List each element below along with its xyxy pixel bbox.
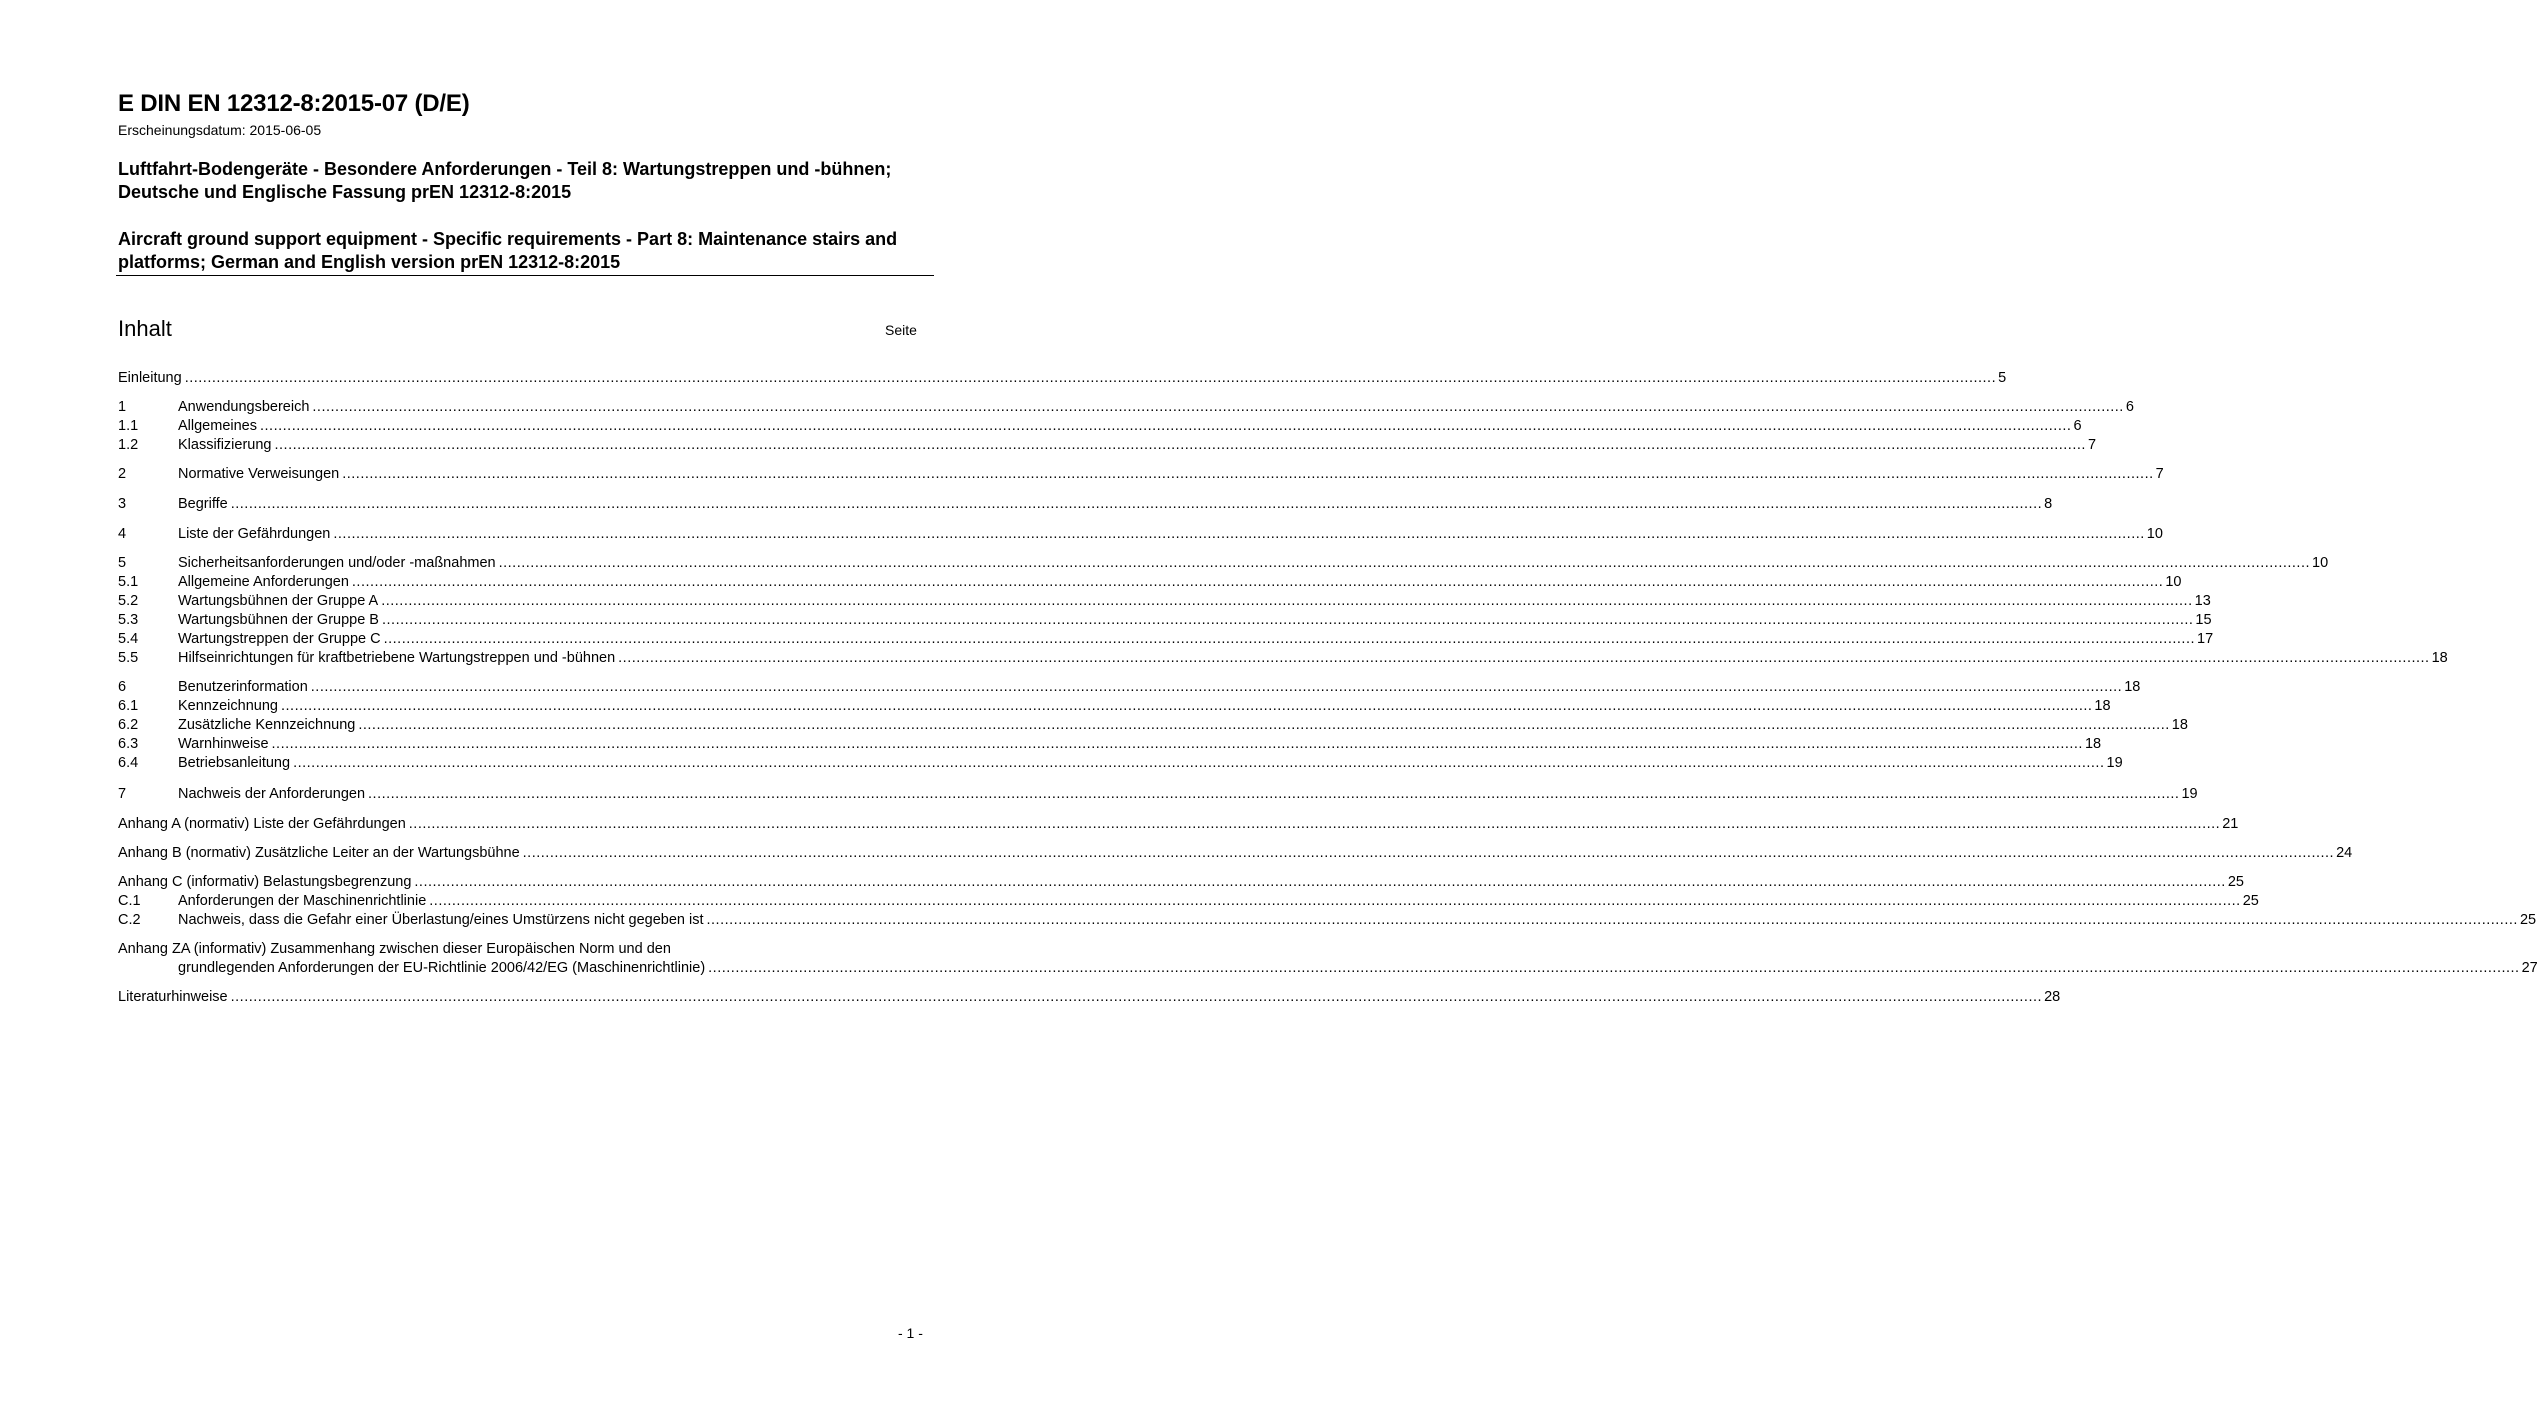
toc-entry[interactable] bbox=[118, 399, 2134, 418]
toc-entry-number: 6.3 bbox=[118, 736, 139, 752]
toc-entry-title: Zusätzliche Kennzeichnung bbox=[178, 717, 356, 733]
toc-entry-page: 28 bbox=[2044, 989, 2061, 1005]
toc-entry-page: 25 bbox=[2242, 893, 2259, 909]
toc-entry[interactable] bbox=[118, 941, 931, 960]
toc-entry-page: 5 bbox=[1998, 370, 2007, 386]
toc-entry[interactable] bbox=[118, 631, 2214, 650]
toc-entry-title: Anforderungen der Maschinenrichtlinie bbox=[178, 893, 427, 909]
title-english: Aircraft ground support equipment - Specific requirements - Part 8: Maintenance stairs and platforms; German and English version prEN 12312-8:2015 bbox=[118, 229, 898, 272]
toc-entry-page: 10 bbox=[2165, 574, 2182, 590]
toc-leader-dots: ................................................................................................................................................................................................................................................................................................................................................................................................................ bbox=[312, 399, 2124, 415]
toc-entry-number: 6.2 bbox=[118, 717, 139, 733]
toc-entry-page: 18 bbox=[2094, 698, 2111, 714]
toc-entry[interactable] bbox=[118, 755, 2123, 774]
title-german: Luftfahrt-Bodengeräte - Besondere Anforderungen - Teil 8: Wartungstreppen und -bühnen; Deutsche und Englische Fassung prEN 12312-8:2015 bbox=[118, 159, 892, 202]
toc-leader-dots: ................................................................................................................................................................................................................................................................................................................................................................................................................ bbox=[706, 912, 2518, 928]
header-divider bbox=[116, 275, 934, 276]
toc-entry[interactable] bbox=[118, 526, 2163, 545]
publication-date: Erscheinungsdatum: 2015-06-05 bbox=[118, 122, 322, 138]
toc-leader-dots: ................................................................................................................................................................................................................................................................................................................................................................................................................ bbox=[522, 845, 2335, 861]
toc-leader-dots: ................................................................................................................................................................................................................................................................................................................................................................................................................ bbox=[408, 816, 2221, 832]
toc-entry-title: Liste der Gefährdungen bbox=[178, 526, 331, 542]
toc-entry[interactable] bbox=[118, 370, 2007, 389]
toc-entry-number: 6 bbox=[118, 679, 127, 695]
toc-entry-page: 21 bbox=[2222, 816, 2239, 832]
toc-entry-page: 18 bbox=[2171, 717, 2188, 733]
toc-entry-number: 5.3 bbox=[118, 612, 139, 628]
toc-leader-dots: ................................................................................................................................................................................................................................................................................................................................................................................................................ bbox=[271, 736, 2083, 752]
toc-entry-title: Wartungsbühnen der Gruppe A bbox=[178, 593, 379, 609]
toc-entry-continuation[interactable] bbox=[178, 960, 2538, 979]
toc-entry-title: Wartungstreppen der Gruppe C bbox=[178, 631, 381, 647]
toc-entry[interactable] bbox=[118, 989, 2061, 1008]
toc-entry-page: 10 bbox=[2146, 526, 2163, 542]
toc-entry-page: 18 bbox=[2084, 736, 2102, 752]
toc-entry-number: C.1 bbox=[118, 893, 141, 909]
toc-leader-dots: ................................................................................................................................................................................................................................................................................................................................................................................................................ bbox=[383, 631, 2196, 647]
toc-entry-title: Einleitung bbox=[118, 370, 182, 386]
toc-entry[interactable] bbox=[118, 418, 2082, 437]
toc-leader-dots: ................................................................................................................................................................................................................................................................................................................................................................................................................ bbox=[230, 496, 2043, 512]
toc-entry-title-continued: grundlegenden Anforderungen der EU-Richtlinie 2006/42/EG (Maschinenrichtlinie) bbox=[178, 960, 706, 976]
toc-entry[interactable] bbox=[118, 437, 2097, 456]
toc-leader-dots: ................................................................................................................................................................................................................................................................................................................................................................................................................ bbox=[280, 698, 2093, 714]
toc-entry-number: 5.2 bbox=[118, 593, 139, 609]
toc-entry-title: Warnhinweise bbox=[178, 736, 269, 752]
toc-entry[interactable] bbox=[118, 496, 2053, 515]
toc-leader-dots: ................................................................................................................................................................................................................................................................................................................................................................................................................ bbox=[184, 370, 1997, 386]
toc-entry-number: 4 bbox=[118, 526, 127, 542]
toc-leader-dots: ................................................................................................................................................................................................................................................................................................................................................................................................................ bbox=[358, 717, 2170, 733]
toc-leader-dots: ................................................................................................................................................................................................................................................................................................................................................................................................................ bbox=[498, 555, 2311, 571]
toc-entry-page: 7 bbox=[2155, 466, 2164, 482]
toc-entry-title: Allgemeine Anforderungen bbox=[178, 574, 349, 590]
toc-entry-title: Anwendungsbereich bbox=[178, 399, 310, 415]
toc-entry-title: Anhang C (informativ) Belastungsbegrenzung bbox=[118, 874, 412, 890]
toc-entry-title: Wartungsbühnen der Gruppe B bbox=[178, 612, 379, 628]
toc-leader-dots: ................................................................................................................................................................................................................................................................................................................................................................................................................ bbox=[381, 612, 2194, 628]
toc-leader-dots: ................................................................................................................................................................................................................................................................................................................................................................................................................ bbox=[429, 893, 2241, 909]
toc-entry[interactable] bbox=[118, 786, 2198, 805]
toc-entry[interactable] bbox=[118, 466, 2164, 485]
toc-entry-page: 25 bbox=[2227, 874, 2244, 890]
toc-entry[interactable] bbox=[118, 555, 2329, 574]
toc-leader-dots: ................................................................................................................................................................................................................................................................................................................................................................................................................ bbox=[342, 466, 2154, 482]
toc-entry-page: 18 bbox=[2431, 650, 2448, 666]
toc-leader-dots: ................................................................................................................................................................................................................................................................................................................................................................................................................ bbox=[351, 574, 2164, 590]
toc-entry-title: Nachweis, dass die Gefahr einer Überlastung/eines Umstürzens nicht gegeben ist bbox=[178, 912, 704, 928]
toc-entry-number: 2 bbox=[118, 466, 127, 482]
toc-entry[interactable] bbox=[118, 893, 2259, 912]
page-column-heading: Seite bbox=[885, 322, 917, 338]
toc-leader-dots: ................................................................................................................................................................................................................................................................................................................................................................................................................ bbox=[708, 960, 2520, 976]
toc-entry-page: 18 bbox=[2124, 679, 2141, 695]
toc-entry[interactable] bbox=[118, 717, 2188, 736]
toc-leader-dots: ................................................................................................................................................................................................................................................................................................................................................................................................................ bbox=[293, 755, 2105, 771]
toc-entry-title: Anhang A (normativ) Liste der Gefährdungen bbox=[118, 816, 406, 832]
toc-entry[interactable] bbox=[118, 679, 2141, 698]
toc-entry-page: 10 bbox=[2312, 555, 2329, 571]
toc-leader-dots: ................................................................................................................................................................................................................................................................................................................................................................................................................ bbox=[368, 786, 2180, 802]
toc-entry-page: 7 bbox=[2087, 437, 2097, 453]
toc-entry-title: Nachweis der Anforderungen bbox=[178, 786, 366, 802]
toc-entry-title: Klassifizierung bbox=[178, 437, 272, 453]
document-id: E DIN EN 12312-8:2015-07 (D/E) bbox=[118, 90, 470, 117]
toc-entry-title: Betriebsanleitung bbox=[178, 755, 291, 771]
toc-entry-title: Hilfseinrichtungen für kraftbetriebene Wartungstreppen und -bühnen bbox=[178, 650, 616, 666]
toc-entry[interactable] bbox=[118, 912, 2537, 931]
toc-entry-number: 1.2 bbox=[118, 437, 139, 453]
toc-entry[interactable] bbox=[118, 845, 2353, 864]
toc-entry-title: Anhang ZA (informativ) Zusammenhang zwischen dieser Europäischen Norm und den bbox=[118, 941, 671, 957]
toc-entry-title: Begriffe bbox=[178, 496, 228, 512]
toc-entry-number: 6.4 bbox=[118, 755, 139, 771]
toc-entry[interactable] bbox=[118, 698, 2111, 717]
toc-entry-number: 1 bbox=[118, 399, 127, 415]
toc-leader-dots: ................................................................................................................................................................................................................................................................................................................................................................................................................ bbox=[274, 437, 2086, 453]
toc-leader-dots: ................................................................................................................................................................................................................................................................................................................................................................................................................ bbox=[381, 593, 2193, 609]
toc-entry-number: 1.1 bbox=[118, 418, 139, 434]
toc-leader-dots: ................................................................................................................................................................................................................................................................................................................................................................................................................ bbox=[618, 650, 2430, 666]
toc-entry-page: 17 bbox=[2197, 631, 2214, 647]
toc-entry-number: 5.5 bbox=[118, 650, 139, 666]
toc-entry-number: 3 bbox=[118, 496, 127, 512]
toc-entry-page: 8 bbox=[2044, 496, 2053, 512]
toc-entry-page: 27 bbox=[2521, 960, 2538, 976]
toc-entry-page: 15 bbox=[2195, 612, 2212, 628]
toc-entry-title: Normative Verweisungen bbox=[178, 466, 340, 482]
toc-entry[interactable] bbox=[118, 816, 2239, 835]
toc-leader-dots: ................................................................................................................................................................................................................................................................................................................................................................................................................ bbox=[230, 989, 2043, 1005]
page-number: - 1 - bbox=[898, 1325, 923, 1341]
toc-entry-number: 6.1 bbox=[118, 698, 139, 714]
toc-entry-page: 13 bbox=[2194, 593, 2211, 609]
toc-entry-number: 5.1 bbox=[118, 574, 139, 590]
toc-entry-title: Benutzerinformation bbox=[178, 679, 308, 695]
toc-leader-dots: ................................................................................................................................................................................................................................................................................................................................................................................................................ bbox=[260, 418, 2072, 434]
toc-entry[interactable] bbox=[118, 650, 2448, 669]
toc-entry[interactable] bbox=[118, 593, 2211, 612]
toc-leader-dots: ................................................................................................................................................................................................................................................................................................................................................................................................................ bbox=[333, 526, 2145, 542]
toc-entry-number: 5.4 bbox=[118, 631, 139, 647]
toc-entry-number: C.2 bbox=[118, 912, 141, 928]
toc-entry[interactable] bbox=[118, 612, 2212, 631]
contents-heading: Inhalt bbox=[118, 316, 172, 341]
toc-entry[interactable] bbox=[118, 874, 2244, 893]
toc-leader-dots: ................................................................................................................................................................................................................................................................................................................................................................................................................ bbox=[414, 874, 2226, 890]
toc-leader-dots: ................................................................................................................................................................................................................................................................................................................................................................................................................ bbox=[310, 679, 2123, 695]
toc-entry-title: Allgemeines bbox=[178, 418, 257, 434]
toc-entry[interactable] bbox=[118, 574, 2182, 593]
toc-entry-page: 6 bbox=[2125, 399, 2134, 415]
toc-entry-page: 24 bbox=[2336, 845, 2353, 861]
toc-entry-number: 7 bbox=[118, 786, 127, 802]
toc-entry-title: Anhang B (normativ) Zusätzliche Leiter an der Wartungsbühne bbox=[118, 845, 520, 861]
toc-entry-title: Sicherheitsanforderungen und/oder -maßnahmen bbox=[178, 555, 496, 571]
toc-entry-title: Kennzeichnung bbox=[178, 698, 278, 714]
toc-entry-page: 25 bbox=[2519, 912, 2537, 928]
toc-entry-number: 5 bbox=[118, 555, 127, 571]
toc-entry-page: 19 bbox=[2181, 786, 2198, 802]
toc-entry-title: Literaturhinweise bbox=[118, 989, 228, 1005]
toc-entry-page: 19 bbox=[2106, 755, 2123, 771]
toc-entry[interactable] bbox=[118, 736, 2102, 755]
toc-entry-page: 6 bbox=[2073, 418, 2082, 434]
